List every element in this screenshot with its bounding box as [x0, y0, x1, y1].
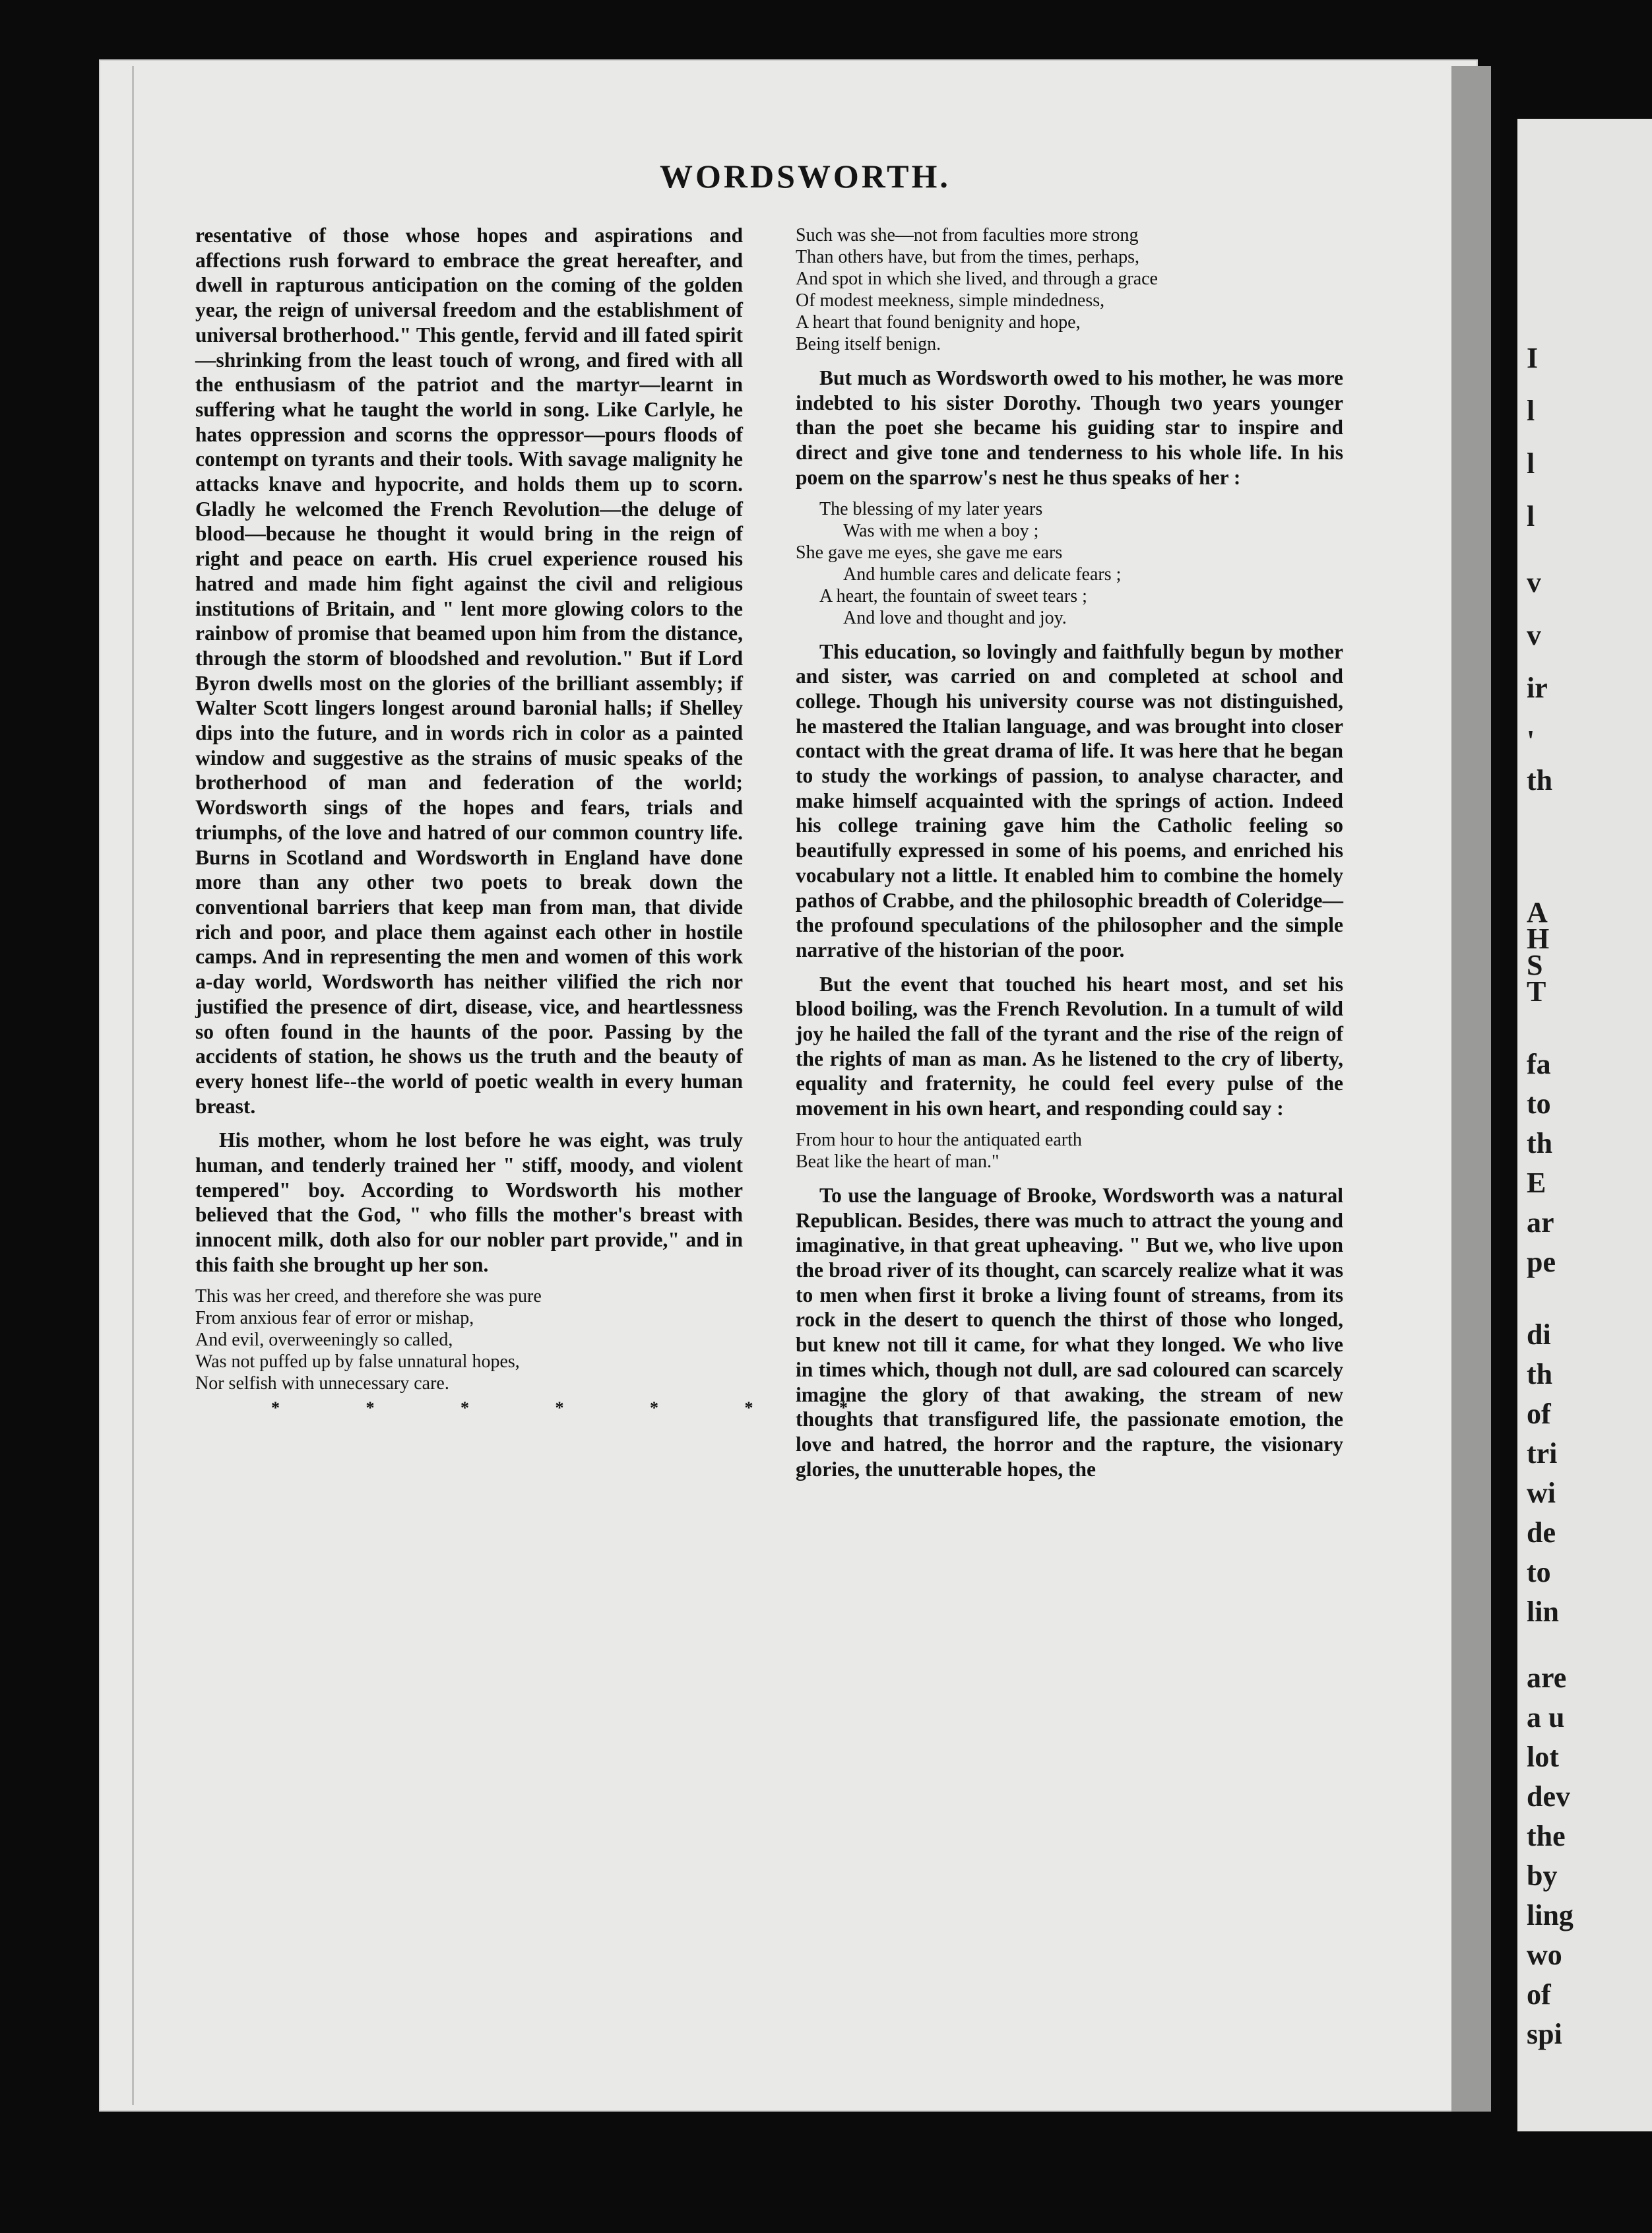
verse-line: And evil, overweeningly so called,	[195, 1329, 453, 1350]
neighbor-page-fragment: of	[1527, 1398, 1551, 1430]
revolution-paragraph: But the event that touched his heart most, and set his blood boiling, was the French Revolution. In a tumult of wild joy he hailed the fall of the tyrant and the rise of the reign of the rights of man as man. As he listened to the cry of liberty, equality and fraternity, he could feel every pulse of the movement in his own heart, and responding could say :	[796, 972, 1343, 1120]
neighbor-page-fragment: spi	[1527, 2018, 1562, 2050]
verse-line: From anxious fear of error or mishap,	[195, 1307, 474, 1328]
neighbor-page-fragment: l	[1527, 447, 1535, 480]
neighbor-page-fragment: th	[1527, 1358, 1553, 1390]
neighbor-page-fragment: E	[1527, 1167, 1546, 1199]
neighbor-page-fragment: v	[1527, 566, 1541, 599]
neighbor-page-fragment: v	[1527, 619, 1541, 651]
neighbor-page-fragment: ar	[1527, 1206, 1554, 1239]
right-column	[796, 224, 1343, 1481]
neighbor-page-fragment: th	[1527, 1127, 1553, 1159]
neighbor-page-fragment: lot	[1527, 1741, 1559, 1773]
neighbor-page-fragment: S	[1527, 949, 1543, 981]
section-stars: * * * * * * *	[271, 1398, 889, 1417]
neighbor-page-fragment: to	[1527, 1087, 1551, 1120]
verse-line: And spot in which she lived, and through a grace	[796, 269, 1158, 289]
verse-line: Of modest meekness, simple mindedness,	[796, 290, 1105, 311]
neighbor-page-fragment: di	[1527, 1318, 1551, 1351]
verse-line: Such was she—not from faculties more strong	[796, 225, 1139, 245]
dorothy-paragraph: But much as Wordsworth owed to his mother, he was more indebted to his sister Dorothy. Though two years younger than the poet she became his guiding star to inspire and direct and give tone and tenderness to his whole life. In his poem on the sparrow's nest he thus speaks of her :	[796, 366, 1343, 489]
neighbor-page-fragment: T	[1527, 975, 1546, 1008]
verse-line: And love and thought and joy.	[843, 607, 1067, 628]
neighbor-page-fragment: ling	[1527, 1899, 1573, 1931]
verse-line: A heart, the fountain of sweet tears ;	[819, 585, 1087, 606]
neighbor-page-fragment: of	[1527, 1978, 1551, 2011]
verse-line: Beat like the heart of man."	[796, 1151, 1000, 1172]
neighbor-page-fragment: are	[1527, 1662, 1567, 1694]
neighbor-page-fragment: th	[1527, 764, 1553, 796]
verse-line: And humble cares and delicate fears ;	[843, 564, 1122, 585]
neighbor-page-fragment: dev	[1527, 1780, 1570, 1813]
neighbor-page-fragment: pe	[1527, 1246, 1556, 1278]
neighbor-page-fragment: H	[1527, 922, 1550, 955]
sparrow-verse	[796, 498, 1343, 629]
neighbor-page-fragment: the	[1527, 1820, 1566, 1852]
earth-verse	[796, 1129, 1343, 1173]
neighbor-page-fragment: l	[1527, 500, 1535, 533]
verse-line: Being itself benign.	[796, 334, 941, 354]
neighbor-page-fragment: wo	[1527, 1939, 1562, 1971]
verse-line: Nor selfish with unnecessary care.	[195, 1373, 449, 1394]
running-head: WORDSWORTH.	[660, 158, 951, 195]
neighbor-page-fragment: wi	[1527, 1477, 1556, 1509]
verse-line: From hour to hour the antiquated earth	[796, 1129, 1082, 1150]
neighbor-page-fragment: to	[1527, 1556, 1551, 1588]
verse-line: Was not puffed up by false unnatural hopes,	[195, 1351, 520, 1372]
neighbor-page-fragment: de	[1527, 1516, 1556, 1549]
brooke-paragraph: To use the language of Brooke, Wordsworth was a natural Republican. Besides, there was much to attract the young and imaginative, in that great upheaving. " But we, who live upon the broad river of its thought, can scarcely realize what it was to men when first it broke a living fount of streams, from its rock in the desert to quench the thirst of those who longed, but knew not till it came, for what they longed. We who live in times which, though not dull, are sad coloured can scarcely imagine the glory of that awaking, the stream of new thoughts that transfigured life, the passionate emotion, the love and hatred, the horror and the rapture, the visionary glories, the unutterable hopes, the	[796, 1183, 1343, 1481]
verse-line: Than others have, but from the times, perhaps,	[796, 247, 1139, 267]
page-margin-rule	[132, 66, 134, 2105]
neighbor-page-fragment: A	[1527, 896, 1548, 928]
mother-paragraph: His mother, whom he lost before he was eight, was truly human, and tenderly trained her " stiff, moody, and violent tempered" boy. According to Wordsworth his mother believed that the God, " who fills the mother's breast with innocent milk, doth also for our nobler part provide," and in this faith she brought up her son.	[195, 1128, 743, 1276]
neighbor-page-fragment: fa	[1527, 1048, 1551, 1080]
verse-line: The blessing of my later years	[819, 498, 1043, 519]
neighbor-page-fragment: by	[1527, 1860, 1558, 1892]
verse-line: This was her creed, and therefore she was pure	[195, 1285, 542, 1307]
page-gutter	[1451, 66, 1491, 2112]
neighbor-page-fragment: a u	[1527, 1701, 1565, 1733]
verse-line: A heart that found benignity and hope,	[796, 312, 1081, 333]
neighbor-page-fragment: tri	[1527, 1437, 1558, 1470]
creed-verse	[195, 1285, 889, 1419]
neighbor-page	[1517, 119, 1652, 2131]
neighbor-page-fragment: '	[1527, 725, 1535, 757]
such-was-she-verse	[796, 224, 1343, 355]
neighbor-page-fragment: I	[1527, 342, 1539, 374]
neighbor-page-fragment: ir	[1527, 672, 1548, 704]
verse-line: Was with me when a boy ;	[843, 520, 1039, 541]
opening-paragraph: resentative of those whose hopes and aspirations and affections rush forward to embrace the great hereafter, and dwell in rapturous anticipation on the coming of the golden year, the reign of universal freedom and the establishment of universal brotherhood." This gentle, fervid and ill fated spirit—shrinking from the least touch of wrong, and fired with all the enthusiasm of the patriot and the martyr—learnt in suffering what he taught the world in song. Like Carlyle, he hates oppression and scorns the oppressor—pours floods of contempt on tyrants and their tools. With savage malignity he attacks knave and hypocrite, and holds them up to scorn. Gladly he welcomed the French Revolution—the deluge of blood—because he thought it would bring in the reign of right and peace on earth. His cruel experience roused his hatred and made him fight against the civil and religious institutions of Britain, and " lent more glowing colors to the rainbow of promise that beamed upon him from the distance, through the storm of bloodshed and revolution." But if Lord Byron dwells most on the glories of the brilliant assembly; if Walter Scott lingers longest around baronial halls; if Shelley dips into the future, and in words rich in color as a painted window and suggestive as the strains of music speaks of the brotherhood of man and federation of the world; Wordsworth sings of the hopes and fears, trials and triumphs, of the love and hatred of our common country life. Burns in Scotland and Wordsworth in England have done more than any other two poets to break down the conventional barriers that keep man from man, that divide rich and poor, and place them against each other in hostile camps. And in representing the men and women of this work a-day world, Wordsworth has neither vilified the rich nor justified the presence of dirt, disease, vice, and heartlessness so often found in the haunts of the poor. Passing by the accidents of station, he shows us the truth and the beauty of every honest life--the world of poetic wealth in every human breast.	[195, 224, 743, 1118]
verse-line: She gave me eyes, she gave me ears	[796, 542, 1063, 563]
neighbor-page-fragment: lin	[1527, 1596, 1559, 1628]
neighbor-page-fragment: l	[1527, 395, 1535, 427]
education-paragraph: This education, so lovingly and faithfully begun by mother and sister, was carried on and completed at school and college. Though his university course was not distinguished, he mastered the Italian language, and was brought into closer contact with the great drama of life. It was here that he began to study the workings of passion, to analyse character, and make himself acquainted with the springs of action. Indeed his college training gave him the Catholic feeling so beautifully expressed in some of his poems, and enriched his vocabulary not a little. It enabled him to combine the homely pathos of Crabbe, and the philosophic breadth of Coleridge—the profound speculations of the philosopher and the simple narrative of the historian of the poor.	[796, 639, 1343, 961]
